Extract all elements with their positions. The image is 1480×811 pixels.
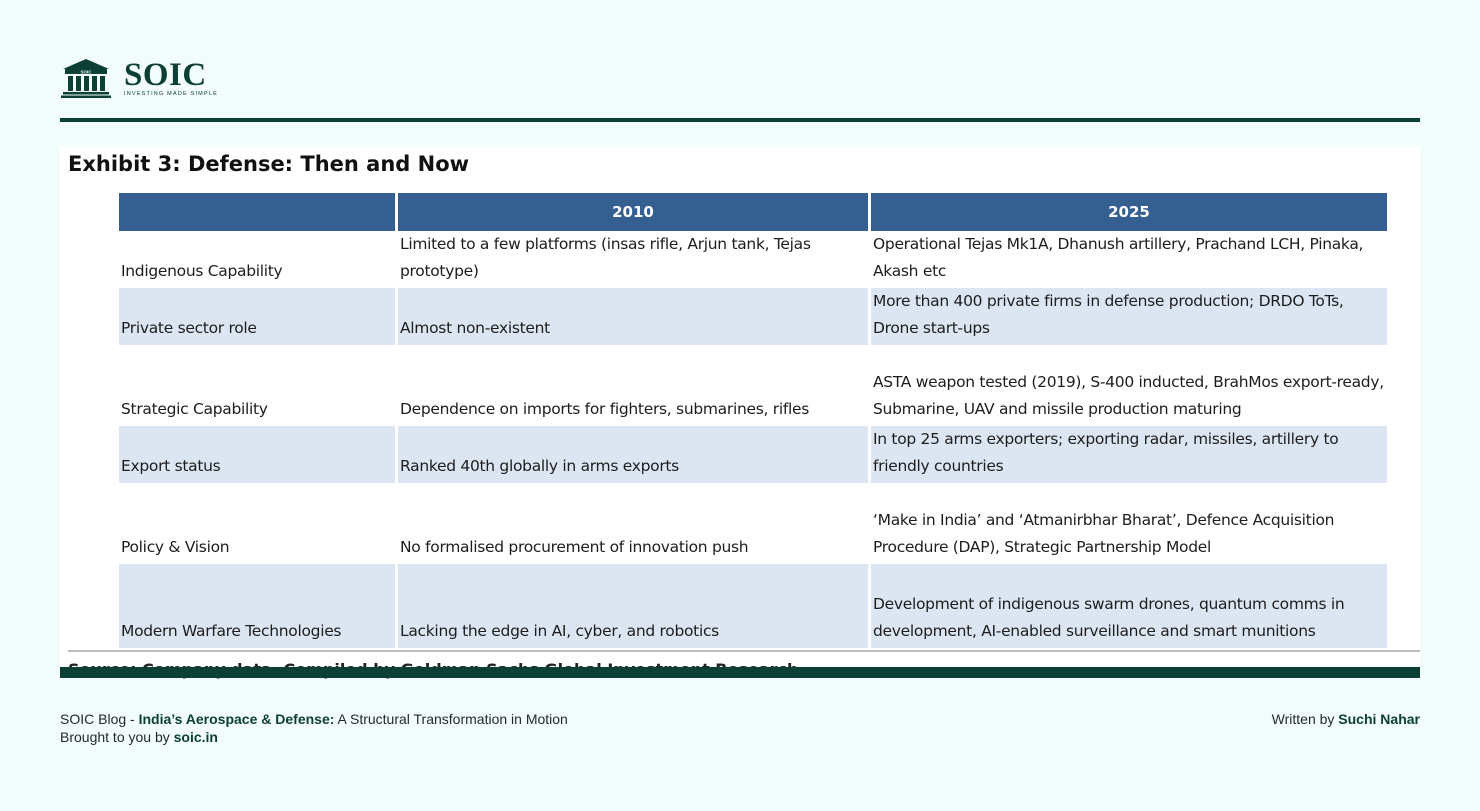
source-divider — [68, 650, 1420, 652]
cell-2010: Ranked 40th globally in arms exports — [398, 426, 868, 483]
table-row — [119, 345, 1387, 426]
cell-2010: No formalised procurement of innovation push — [400, 538, 749, 556]
brought-line — [60, 728, 568, 746]
table-header-row — [119, 193, 1387, 231]
row-label: Modern Warfare Technologies — [119, 564, 395, 648]
brought-prefix: Brought to you by — [60, 729, 174, 745]
cell-2025: More than 400 private firms in defense production; DRDO ToTs, Drone start-ups — [871, 288, 1387, 345]
table-row — [119, 426, 1387, 483]
blog-prefix: SOIC Blog - — [60, 711, 139, 727]
cell-2010: Almost non-existent — [398, 288, 868, 345]
cell-2025: Operational Tejas Mk1A, Dhanush artillery, Prachand LCH, Pinaka, Akash etc — [873, 235, 1364, 280]
table-row — [119, 231, 1387, 288]
cell-2010: Limited to a few platforms (insas rifle, Arjun tank, Tejas prototype) — [400, 235, 811, 280]
emblem-text: SOIC — [80, 69, 92, 75]
cell-2025: In top 25 arms exporters; exporting radar, missiles, artillery to friendly countries — [871, 426, 1387, 483]
cell-2025: ‘Make in India’ and ‘Atmanirbhar Bharat’, Defence Acquisition Procedure (DAP), Strategic Partnership Model — [873, 511, 1335, 556]
exhibit-image — [60, 146, 1420, 667]
logo-wordmark: SOIC — [124, 56, 207, 93]
footer-bar — [60, 667, 1420, 678]
row-label: Private sector role — [119, 288, 395, 345]
footer-credits — [60, 710, 568, 746]
header-cell-empty — [119, 193, 395, 231]
cell-2010: Lacking the edge in AI, cyber, and robotics — [398, 564, 868, 648]
table-row — [119, 483, 1387, 564]
table-row — [119, 288, 1387, 345]
exhibit-title: Exhibit 3: Defense: Then and Now — [68, 152, 470, 176]
soic-logo[interactable] — [60, 58, 218, 98]
building-emblem-icon — [60, 58, 112, 98]
header-cell-2010: 2010 — [398, 193, 868, 231]
blog-title: India’s Aerospace & Defense: — [138, 711, 335, 727]
site-link[interactable]: soic.in — [173, 729, 218, 745]
written-prefix: Written by — [1271, 711, 1339, 727]
author-name: Suchi Nahar — [1338, 711, 1420, 727]
cell-2025: Development of indigenous swarm drones, quantum comms in development, AI-enabled surveillance and smart munitions — [871, 564, 1387, 648]
row-label: Indigenous Capability — [121, 262, 283, 280]
row-label: Strategic Capability — [121, 400, 268, 418]
logo-tagline: INVESTING MADE SIMPLE — [124, 90, 218, 97]
table-row — [119, 564, 1387, 648]
row-label: Policy & Vision — [121, 538, 230, 556]
blog-line — [60, 710, 568, 728]
header-cell-2025: 2025 — [871, 193, 1387, 231]
row-label: Export status — [119, 426, 395, 483]
cell-2010: Dependence on imports for fighters, submarines, rifles — [400, 400, 810, 418]
header-divider — [60, 118, 1420, 122]
cell-2025: ASTA weapon tested (2019), S-400 inducted, BrahMos export-ready, Submarine, UAV and missile production maturing — [873, 373, 1384, 418]
blog-subtitle: A Structural Transformation in Motion — [334, 711, 568, 727]
footer-author — [1272, 710, 1420, 728]
comparison-table — [116, 193, 1390, 648]
